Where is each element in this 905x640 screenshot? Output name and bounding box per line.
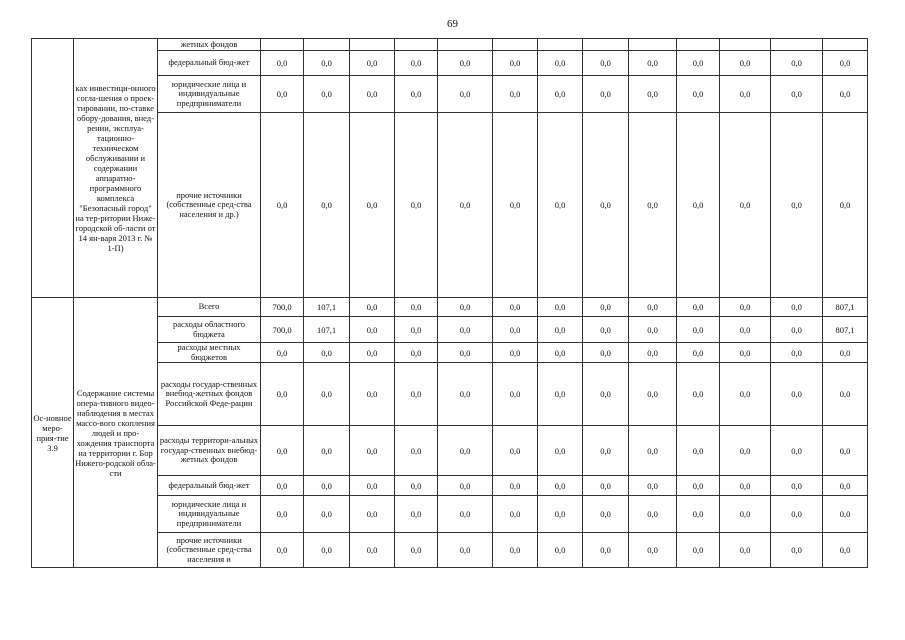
value-cell: 0,0	[771, 476, 823, 496]
value-cell: 0,0	[304, 533, 350, 568]
value-cell: 0,0	[629, 533, 677, 568]
value-cell	[493, 39, 538, 51]
value-cell	[771, 39, 823, 51]
value-cell: 807,1	[823, 298, 868, 317]
value-cell: 0,0	[677, 343, 720, 363]
value-cell: 107,1	[304, 298, 350, 317]
table-row	[32, 496, 868, 533]
measure-description-cell: ках инвестици-онного согла-шения о проек-тировании, по-ставке обору-дования, внед-рении, эксплуа-тационно-техническом обслуживании и содержании аппаратно-программного комплекса "Безопасный город" на тер-ритории Ниже-городской об-ласти от 14 ян-варя 2013 г. № 1-П)	[74, 39, 158, 298]
value-cell: 0,0	[493, 317, 538, 343]
value-cell: 0,0	[493, 343, 538, 363]
value-cell: 0,0	[438, 113, 493, 298]
value-cell: 0,0	[304, 476, 350, 496]
value-cell: 0,0	[583, 343, 629, 363]
value-cell: 0,0	[823, 113, 868, 298]
value-cell: 0,0	[493, 113, 538, 298]
value-cell: 0,0	[350, 363, 395, 426]
funding-source-cell: расходы областного бюджета	[158, 317, 261, 343]
value-cell: 0,0	[771, 496, 823, 533]
value-cell: 0,0	[720, 317, 771, 343]
value-cell: 0,0	[629, 343, 677, 363]
value-cell: 0,0	[771, 298, 823, 317]
measure-label-cell	[32, 39, 74, 298]
value-cell: 0,0	[677, 496, 720, 533]
value-cell: 0,0	[538, 496, 583, 533]
measure-label-cell: Ос-новное меро-прия-тие 3.9	[32, 298, 74, 568]
value-cell: 0,0	[583, 113, 629, 298]
value-cell: 0,0	[438, 343, 493, 363]
funding-source-cell: Всего	[158, 298, 261, 317]
value-cell: 0,0	[261, 363, 304, 426]
value-cell: 807,1	[823, 317, 868, 343]
value-cell: 0,0	[538, 298, 583, 317]
value-cell: 0,0	[350, 426, 395, 476]
value-cell: 0,0	[493, 496, 538, 533]
value-cell: 0,0	[304, 51, 350, 76]
value-cell: 0,0	[304, 363, 350, 426]
value-cell: 0,0	[720, 343, 771, 363]
value-cell: 0,0	[720, 76, 771, 113]
value-cell: 0,0	[583, 298, 629, 317]
value-cell: 0,0	[438, 317, 493, 343]
table-row	[32, 363, 868, 426]
value-cell: 0,0	[304, 496, 350, 533]
value-cell: 0,0	[261, 496, 304, 533]
page-number: 69	[447, 18, 458, 30]
value-cell: 0,0	[304, 113, 350, 298]
value-cell: 0,0	[395, 426, 438, 476]
value-cell: 0,0	[677, 76, 720, 113]
value-cell: 0,0	[677, 476, 720, 496]
value-cell: 0,0	[823, 343, 868, 363]
value-cell	[583, 39, 629, 51]
funding-source-cell: расходы территори-альных государ-ственных внебюд-жетных фондов	[158, 426, 261, 476]
table-row	[32, 343, 868, 363]
value-cell: 0,0	[677, 317, 720, 343]
measure-description-cell: Содержание системы опера-тивного видео-наблюдения в местах массо-вого скопления людей и про-хождения транспорта на территории г. Бор Нижего-родской обла-сти	[74, 298, 158, 568]
value-cell: 0,0	[629, 76, 677, 113]
value-cell: 0,0	[493, 51, 538, 76]
value-cell	[304, 39, 350, 51]
value-cell	[823, 39, 868, 51]
table-row	[32, 113, 868, 298]
value-cell: 0,0	[720, 51, 771, 76]
value-cell: 0,0	[823, 76, 868, 113]
value-cell: 0,0	[823, 533, 868, 568]
funding-source-cell: юридические лица и индивидуальные предприниматели	[158, 496, 261, 533]
value-cell: 0,0	[771, 317, 823, 343]
value-cell: 0,0	[350, 496, 395, 533]
value-cell: 0,0	[771, 76, 823, 113]
value-cell: 0,0	[350, 533, 395, 568]
table-row	[32, 533, 868, 568]
value-cell: 0,0	[720, 476, 771, 496]
value-cell: 0,0	[304, 343, 350, 363]
table-row	[32, 39, 868, 51]
value-cell: 0,0	[261, 426, 304, 476]
value-cell: 0,0	[677, 533, 720, 568]
value-cell: 0,0	[677, 426, 720, 476]
value-cell: 0,0	[395, 343, 438, 363]
value-cell: 0,0	[350, 51, 395, 76]
value-cell: 0,0	[350, 476, 395, 496]
value-cell: 0,0	[629, 363, 677, 426]
value-cell: 700,0	[261, 317, 304, 343]
value-cell: 0,0	[823, 51, 868, 76]
value-cell: 0,0	[771, 113, 823, 298]
value-cell	[350, 39, 395, 51]
funding-source-cell: федеральный бюд-жет	[158, 51, 261, 76]
value-cell: 0,0	[720, 496, 771, 533]
value-cell: 0,0	[493, 476, 538, 496]
value-cell: 0,0	[823, 363, 868, 426]
value-cell: 0,0	[720, 298, 771, 317]
value-cell: 0,0	[261, 533, 304, 568]
value-cell: 0,0	[720, 113, 771, 298]
value-cell: 0,0	[438, 298, 493, 317]
value-cell: 0,0	[583, 76, 629, 113]
value-cell: 0,0	[583, 476, 629, 496]
value-cell	[677, 39, 720, 51]
value-cell: 0,0	[583, 533, 629, 568]
value-cell: 0,0	[583, 317, 629, 343]
value-cell: 0,0	[771, 51, 823, 76]
value-cell: 0,0	[395, 533, 438, 568]
value-cell: 0,0	[771, 533, 823, 568]
value-cell: 0,0	[304, 76, 350, 113]
value-cell: 0,0	[583, 426, 629, 476]
value-cell: 0,0	[538, 343, 583, 363]
value-cell: 0,0	[261, 476, 304, 496]
value-cell	[629, 39, 677, 51]
funding-source-cell: прочие источники (собственные сред-ства населения и др.)	[158, 113, 261, 298]
value-cell: 0,0	[629, 113, 677, 298]
table-row	[32, 476, 868, 496]
value-cell: 0,0	[350, 76, 395, 113]
value-cell: 0,0	[823, 426, 868, 476]
value-cell: 107,1	[304, 317, 350, 343]
value-cell: 0,0	[493, 76, 538, 113]
table-row	[32, 51, 868, 76]
value-cell: 0,0	[677, 298, 720, 317]
value-cell: 0,0	[677, 51, 720, 76]
value-cell: 0,0	[493, 298, 538, 317]
value-cell: 0,0	[720, 533, 771, 568]
value-cell: 0,0	[261, 113, 304, 298]
value-cell: 0,0	[395, 76, 438, 113]
value-cell: 0,0	[538, 426, 583, 476]
value-cell: 0,0	[720, 426, 771, 476]
value-cell: 0,0	[350, 298, 395, 317]
table-row	[32, 298, 868, 317]
value-cell: 0,0	[629, 476, 677, 496]
value-cell: 0,0	[677, 113, 720, 298]
value-cell: 0,0	[538, 317, 583, 343]
value-cell: 0,0	[261, 51, 304, 76]
value-cell: 0,0	[261, 76, 304, 113]
value-cell: 0,0	[538, 51, 583, 76]
value-cell: 0,0	[350, 317, 395, 343]
value-cell: 0,0	[395, 298, 438, 317]
value-cell: 0,0	[538, 476, 583, 496]
value-cell: 0,0	[629, 51, 677, 76]
value-cell: 0,0	[771, 426, 823, 476]
value-cell: 0,0	[771, 343, 823, 363]
value-cell: 0,0	[395, 496, 438, 533]
value-cell: 0,0	[395, 476, 438, 496]
value-cell: 0,0	[395, 113, 438, 298]
value-cell	[438, 39, 493, 51]
value-cell: 0,0	[438, 426, 493, 476]
value-cell: 0,0	[583, 51, 629, 76]
table-row	[32, 317, 868, 343]
funding-source-cell: жетных фондов	[158, 39, 261, 51]
value-cell: 0,0	[629, 426, 677, 476]
value-cell: 0,0	[538, 76, 583, 113]
value-cell	[538, 39, 583, 51]
value-cell: 0,0	[538, 363, 583, 426]
value-cell	[395, 39, 438, 51]
value-cell: 0,0	[261, 343, 304, 363]
value-cell: 0,0	[493, 533, 538, 568]
value-cell: 0,0	[395, 51, 438, 76]
value-cell: 0,0	[395, 363, 438, 426]
value-cell: 0,0	[395, 317, 438, 343]
table-row	[32, 76, 868, 113]
value-cell: 700,0	[261, 298, 304, 317]
table-row	[32, 426, 868, 476]
value-cell	[720, 39, 771, 51]
value-cell: 0,0	[493, 426, 538, 476]
value-cell: 0,0	[823, 476, 868, 496]
value-cell: 0,0	[538, 533, 583, 568]
value-cell: 0,0	[771, 363, 823, 426]
value-cell: 0,0	[438, 363, 493, 426]
value-cell: 0,0	[438, 496, 493, 533]
value-cell: 0,0	[438, 533, 493, 568]
value-cell: 0,0	[304, 426, 350, 476]
funding-source-cell: прочие источники (собственные сред-ства населения и	[158, 533, 261, 568]
value-cell: 0,0	[538, 113, 583, 298]
value-cell: 0,0	[583, 363, 629, 426]
value-cell: 0,0	[438, 76, 493, 113]
value-cell	[261, 39, 304, 51]
value-cell: 0,0	[438, 476, 493, 496]
value-cell: 0,0	[583, 496, 629, 533]
value-cell: 0,0	[350, 343, 395, 363]
value-cell: 0,0	[720, 363, 771, 426]
value-cell: 0,0	[350, 113, 395, 298]
funding-source-cell: федеральный бюд-жет	[158, 476, 261, 496]
value-cell: 0,0	[629, 298, 677, 317]
value-cell: 0,0	[823, 496, 868, 533]
value-cell: 0,0	[629, 317, 677, 343]
funding-source-cell: расходы местных бюджетов	[158, 343, 261, 363]
value-cell: 0,0	[677, 363, 720, 426]
value-cell: 0,0	[493, 363, 538, 426]
funding-source-cell: юридические лица и индивидуальные предприниматели	[158, 76, 261, 113]
funding-source-cell: расходы государ-ственных внебюд-жетных фондов Российской Феде-рации	[158, 363, 261, 426]
budget-table	[31, 38, 868, 568]
value-cell: 0,0	[438, 51, 493, 76]
value-cell: 0,0	[629, 496, 677, 533]
